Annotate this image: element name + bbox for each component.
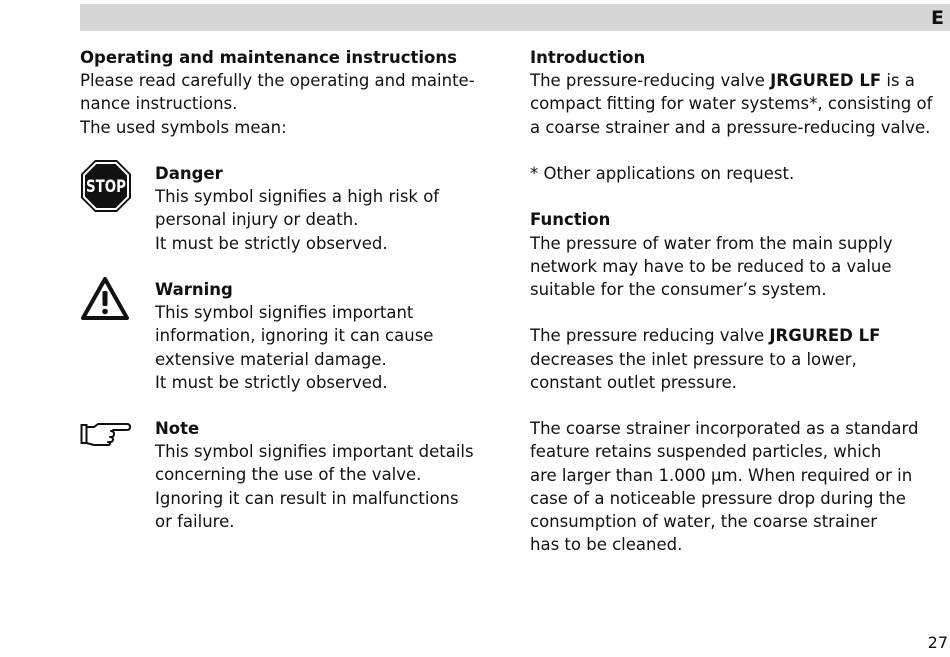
language-code: E [931, 7, 944, 29]
product-name: JRGURED LF [770, 71, 882, 91]
danger-line: personal injury or death. [155, 210, 359, 230]
spacer [530, 301, 950, 324]
strainer-line: are larger than 1.000 µm. When required or in [530, 465, 913, 485]
danger-title: Danger [155, 164, 223, 183]
warning-line: extensive material damage. [155, 349, 387, 369]
warning-title: Warning [155, 280, 233, 299]
strainer-line: has to be cleaned. [530, 535, 683, 555]
footnote: * Other applications on request. [530, 164, 795, 183]
pointing-hand-icon [80, 421, 132, 453]
left-column [80, 46, 500, 531]
section-title-introduction: Introduction [530, 48, 646, 67]
intro-text: The pressure-reducing valve [530, 71, 771, 91]
strainer-line: The coarse strainer incorporated as a standard [530, 419, 919, 439]
product-name: JRGURED LF [769, 326, 881, 346]
intro-paragraph-line [530, 69, 950, 92]
strainer-line: consumption of water, the coarse strainer [530, 512, 878, 531]
spacer [530, 139, 950, 162]
function-text: The pressure reducing valve [530, 326, 770, 346]
intro-paragraph-line: compact fitting for water systems*, consisting of [530, 94, 933, 114]
function-line: network may have to be reduced to a value [530, 256, 892, 276]
warning-line: information, ignoring it can cause [155, 326, 434, 346]
spacer [530, 394, 950, 417]
intro-line: Please read carefully the operating and mainte- [80, 71, 475, 91]
danger-line: It must be strictly observed. [155, 233, 388, 253]
function-line: The pressure of water from the main supply [530, 233, 893, 253]
intro-line: The used symbols mean: [80, 117, 287, 137]
note-line: or failure. [155, 511, 235, 531]
note-title: Note [155, 419, 200, 438]
warning-line: This symbol signifies important [155, 303, 414, 323]
strainer-line: case of a noticeable pressure drop during the [530, 488, 906, 508]
warning-line: It must be strictly observed. [155, 372, 388, 392]
section-header-bar [80, 4, 950, 31]
section-title-operating: Operating and maintenance instructions [80, 48, 457, 67]
danger-line: This symbol signifies a high risk of [155, 187, 440, 207]
intro-paragraph-line: a coarse strainer and a pressure-reducing valve. [530, 117, 931, 137]
stop-sign-label: STOP [86, 177, 126, 197]
function-paragraph2-line: constant outlet pressure. [530, 372, 737, 392]
intro-line: nance instructions. [80, 94, 238, 114]
function-paragraph2-line: decreases the inlet pressure to a lower, [530, 349, 857, 369]
note-line: concerning the use of the valve. [155, 465, 422, 485]
spacer [530, 185, 950, 208]
function-line: suitable for the consumer’s system. [530, 280, 827, 299]
note-line: Ignoring it can result in malfunctions [155, 488, 459, 508]
warning-text [155, 278, 433, 394]
stop-sign-icon [80, 159, 132, 219]
function-paragraph2-line [530, 324, 950, 347]
note-text [155, 417, 474, 533]
right-column [530, 46, 950, 556]
strainer-line: feature retains suspended particles, which [530, 442, 882, 462]
warning-triangle-icon [80, 276, 130, 328]
danger-text [155, 162, 439, 255]
intro-text: is a [881, 71, 915, 91]
section-title-function: Function [530, 210, 611, 230]
note-line: This symbol signifies important details [155, 442, 474, 462]
page-number: 27 [927, 633, 948, 652]
